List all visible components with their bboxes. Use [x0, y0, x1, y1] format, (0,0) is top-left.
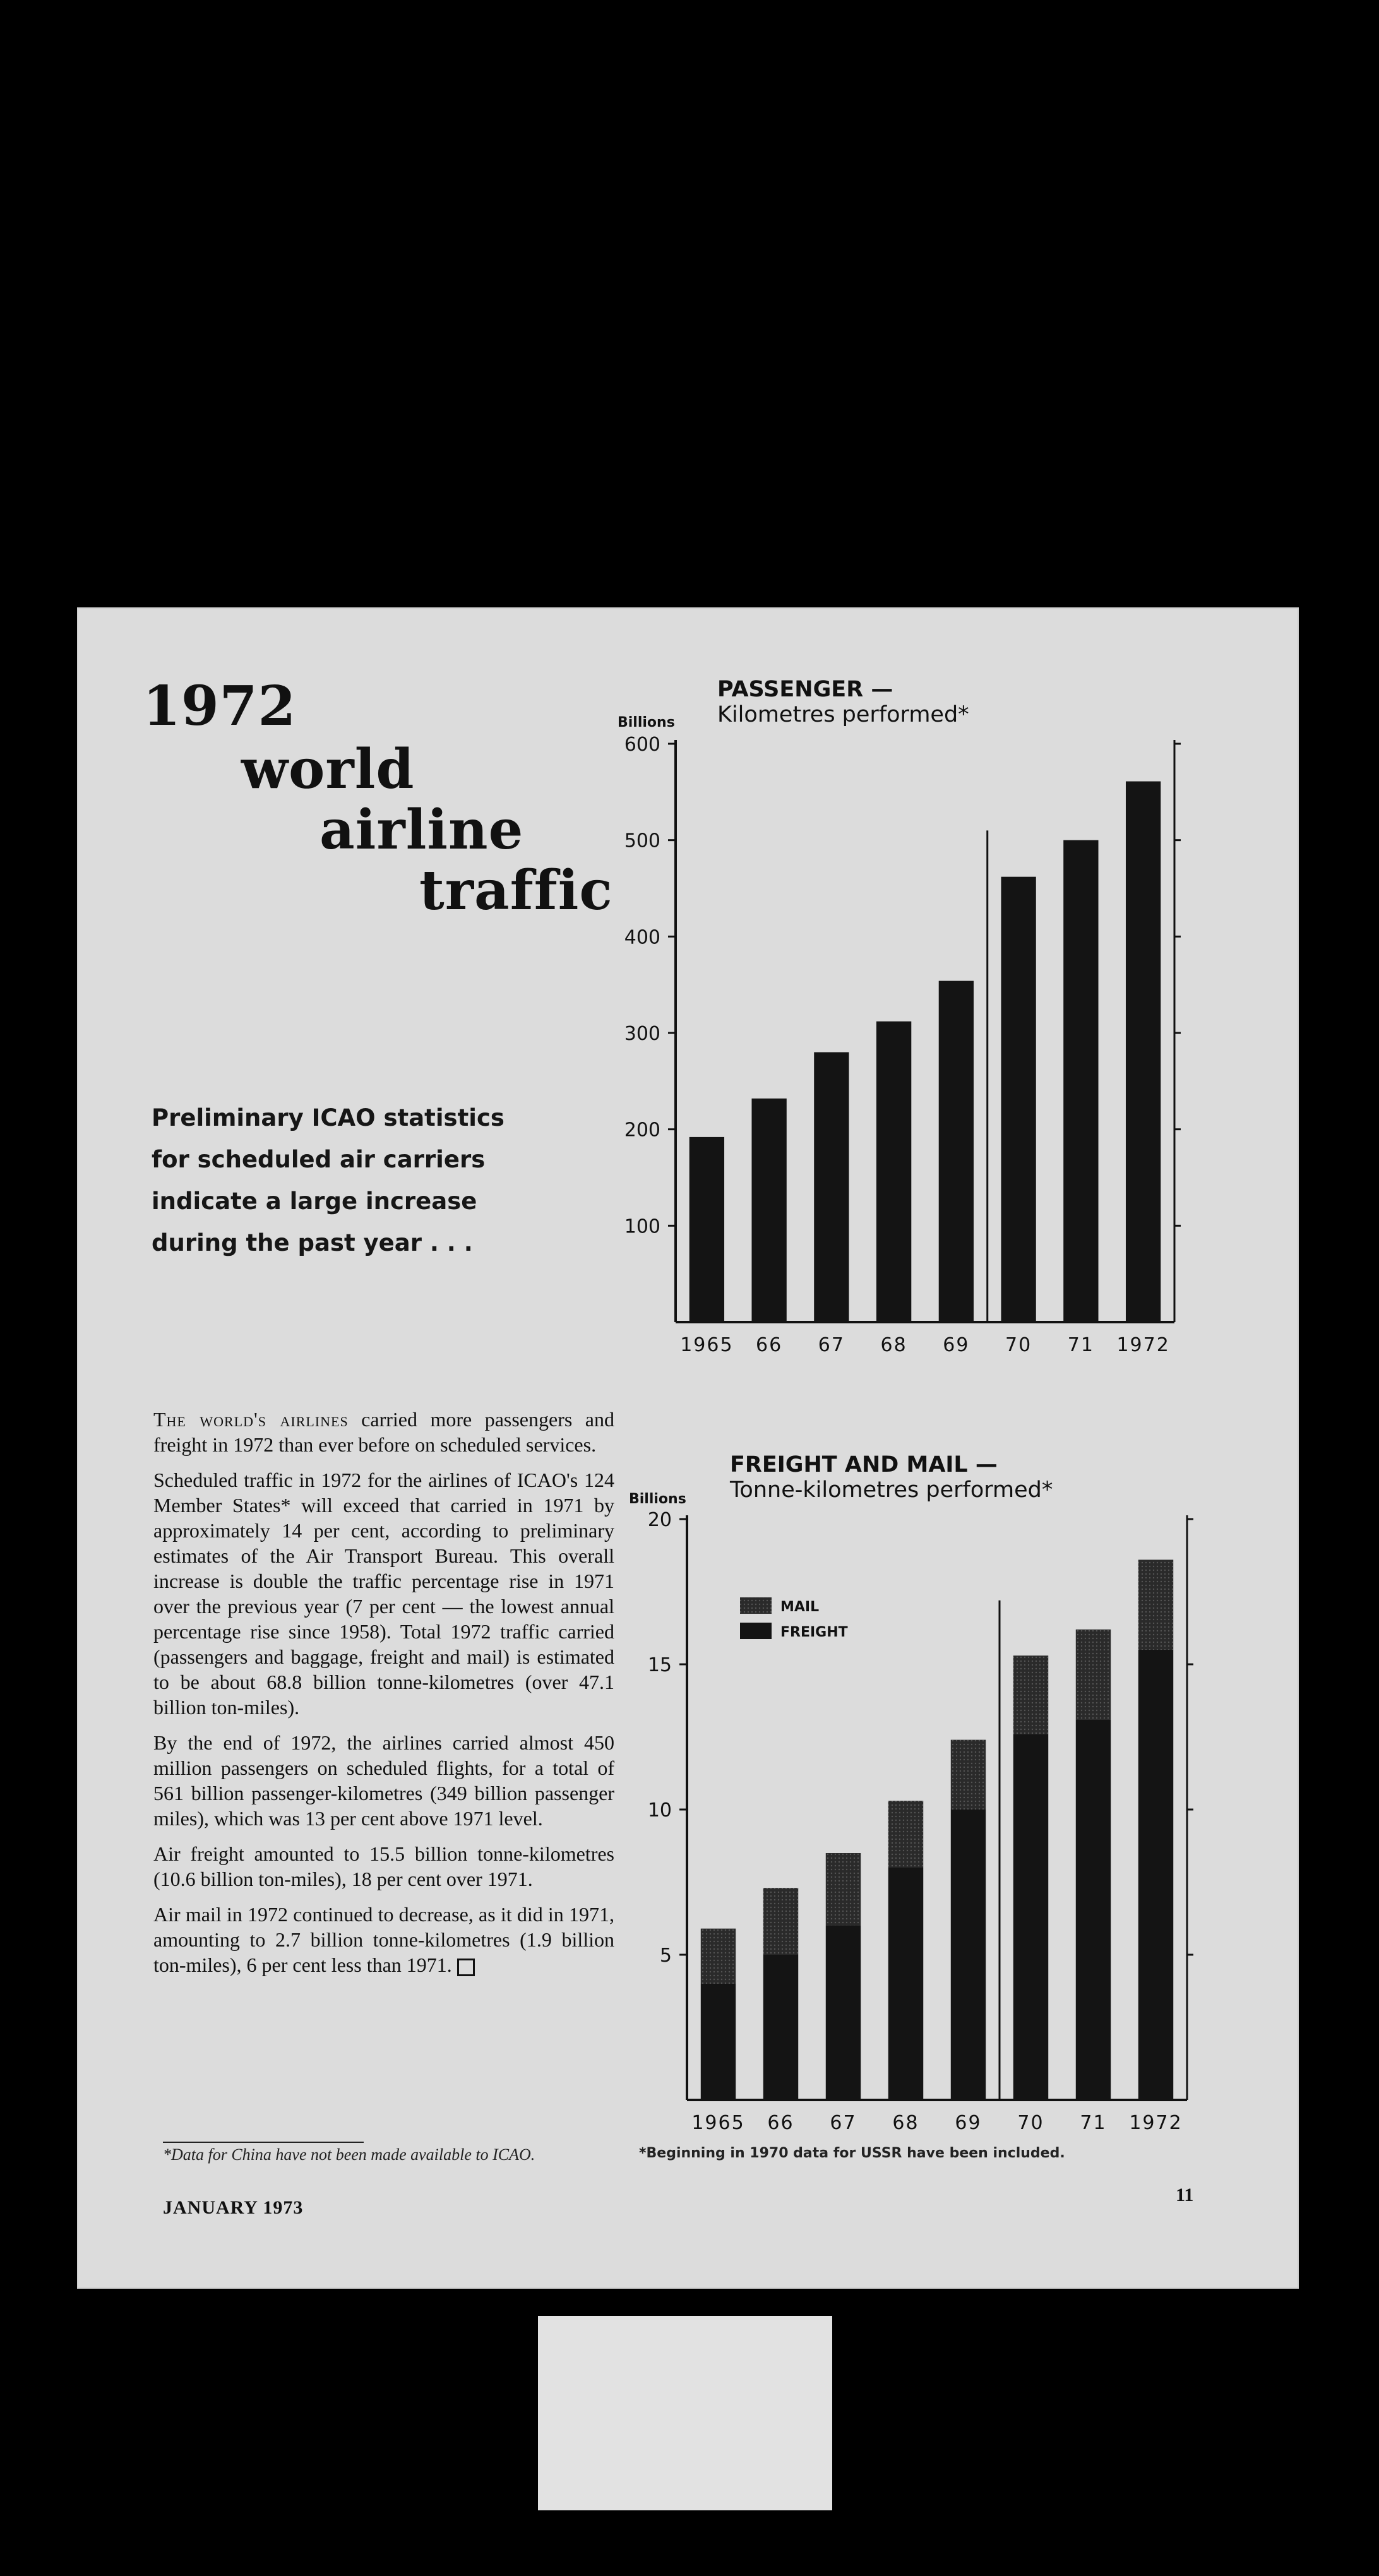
freight-unit-label: Billions	[629, 1491, 686, 1507]
x-tick-label: 69	[943, 1334, 970, 1356]
page-number: 11	[1176, 2185, 1194, 2205]
title-line-2: world	[241, 737, 415, 801]
intro-line: indicate a large increase	[152, 1188, 477, 1215]
legend-label-freight: FREIGHT	[780, 1625, 848, 1640]
intro-line: for scheduled air carriers	[152, 1146, 486, 1173]
lead-in: The world's airlines	[153, 1408, 349, 1431]
bar-mail	[701, 1929, 736, 1984]
bar-freight	[951, 1810, 986, 2100]
y-tick-label: 600	[624, 734, 660, 756]
y-tick-label: 10	[647, 1799, 672, 1822]
y-tick-label: 5	[659, 1945, 672, 1967]
bar	[876, 1022, 911, 1322]
legend-swatch-mail	[740, 1597, 772, 1614]
bar	[1001, 877, 1036, 1322]
freight-mail-chart	[648, 1509, 1193, 2134]
blank-card	[538, 2316, 832, 2510]
bar-mail	[763, 1888, 798, 1955]
passenger-chart	[624, 734, 1181, 1356]
x-tick-label: 1972	[1116, 1334, 1170, 1356]
bar-freight	[763, 1955, 798, 2100]
y-tick-label: 500	[624, 830, 660, 852]
bar-freight	[888, 1868, 923, 2100]
bar-freight	[701, 1984, 736, 2100]
paragraph-3: By the end of 1972, the airlines carried almost 450 million passengers on scheduled flights, for a total of 561 billion passenger-kilometres (349 billion passenger miles), which was 13 per cent above 1971 level.	[153, 1731, 614, 1830]
bar-freight	[1013, 1734, 1048, 2100]
x-tick-label: 1965	[680, 1334, 734, 1356]
footnote-china: *Data for China have not been made available to ICAO.	[163, 2145, 535, 2164]
x-tick-label: 66	[767, 2112, 794, 2134]
bar-freight	[1138, 1650, 1173, 2100]
bar-freight	[826, 1926, 861, 2100]
x-tick-label: 71	[1067, 1334, 1094, 1356]
passenger-chart-subtitle: Kilometres performed*	[717, 702, 969, 727]
intro-line: Preliminary ICAO statistics	[152, 1104, 504, 1131]
x-tick-label: 69	[955, 2112, 982, 2134]
x-tick-label: 1965	[691, 2112, 745, 2134]
bar	[1063, 840, 1098, 1322]
y-tick-label: 100	[624, 1215, 660, 1238]
x-tick-label: 1972	[1129, 2112, 1183, 2134]
title-line-4: traffic	[419, 859, 613, 922]
bar-mail	[1013, 1655, 1048, 1734]
y-tick-label: 400	[624, 926, 660, 949]
bar-mail	[826, 1853, 861, 1926]
x-tick-label: 68	[880, 1334, 907, 1356]
bar	[939, 981, 974, 1322]
passenger-unit-label: Billions	[618, 715, 675, 730]
y-tick-label: 15	[647, 1654, 672, 1676]
legend-swatch-freight	[740, 1623, 772, 1639]
bar	[1126, 782, 1161, 1322]
bar-mail	[1138, 1559, 1173, 1650]
x-tick-label: 71	[1080, 2112, 1107, 2134]
paragraph-2: Scheduled traffic in 1972 for the airlines of ICAO's 124 Member States* will exceed that carried in 1971 by approximately 14 per cent, according to preliminary estimates of the Air Transport Bureau. This overall increase is double the traffic percentage rise in 1971 over the previous year (7 per cent — the lowest annual percentage rise since 1958). Total 1972 traffic carried (passengers and baggage, freight and mail) is estimated to be about 68.8 billion tonne-kilometres (over 47.1 billion ton-miles).	[153, 1469, 614, 1719]
y-tick-label: 200	[624, 1119, 660, 1142]
title-line-1: 1972	[143, 674, 297, 738]
x-tick-label: 67	[830, 2112, 857, 2134]
freight-chart-title-bold: FREIGHT AND MAIL —	[730, 1452, 998, 1477]
paragraph-1-text: carried more passengers and freight in 1972 than ever before on scheduled services.	[153, 1408, 614, 1456]
legend-label-mail: MAIL	[780, 1599, 820, 1615]
intro-line: during the past year . . .	[152, 1229, 473, 1256]
bar	[751, 1099, 786, 1322]
issue-date: JANUARY 1973	[163, 2197, 304, 2218]
bar	[690, 1137, 724, 1322]
x-tick-label: 70	[1005, 1334, 1032, 1356]
bar-mail	[1076, 1630, 1111, 1720]
y-tick-label: 20	[647, 1509, 672, 1531]
x-tick-label: 67	[818, 1334, 845, 1356]
passenger-chart-title-bold: PASSENGER —	[717, 677, 893, 702]
title-line-3: airline	[319, 798, 524, 862]
x-tick-label: 68	[892, 2112, 919, 2134]
x-tick-label: 66	[756, 1334, 783, 1356]
bar-mail	[888, 1801, 923, 1868]
bar-freight	[1076, 1719, 1111, 2100]
footnote-ussr: *Beginning in 1970 data for USSR have been included.	[639, 2145, 1065, 2161]
paragraph-4: Air freight amounted to 15.5 billion tonne-kilometres (10.6 billion ton-miles), 18 per cent over 1971.	[153, 1842, 614, 1890]
bar	[814, 1052, 849, 1322]
x-tick-label: 70	[1017, 2112, 1044, 2134]
freight-chart-subtitle: Tonne-kilometres performed*	[730, 1477, 1053, 1503]
bar-mail	[951, 1740, 986, 1810]
paragraph-5-text: Air mail in 1972 continued to decrease, as it did in 1971, amounting to 2.7 billion tonne-kilometres (1.9 billion ton-miles), 6 per cent less than 1971.	[153, 1903, 614, 1976]
y-tick-label: 300	[624, 1023, 660, 1045]
